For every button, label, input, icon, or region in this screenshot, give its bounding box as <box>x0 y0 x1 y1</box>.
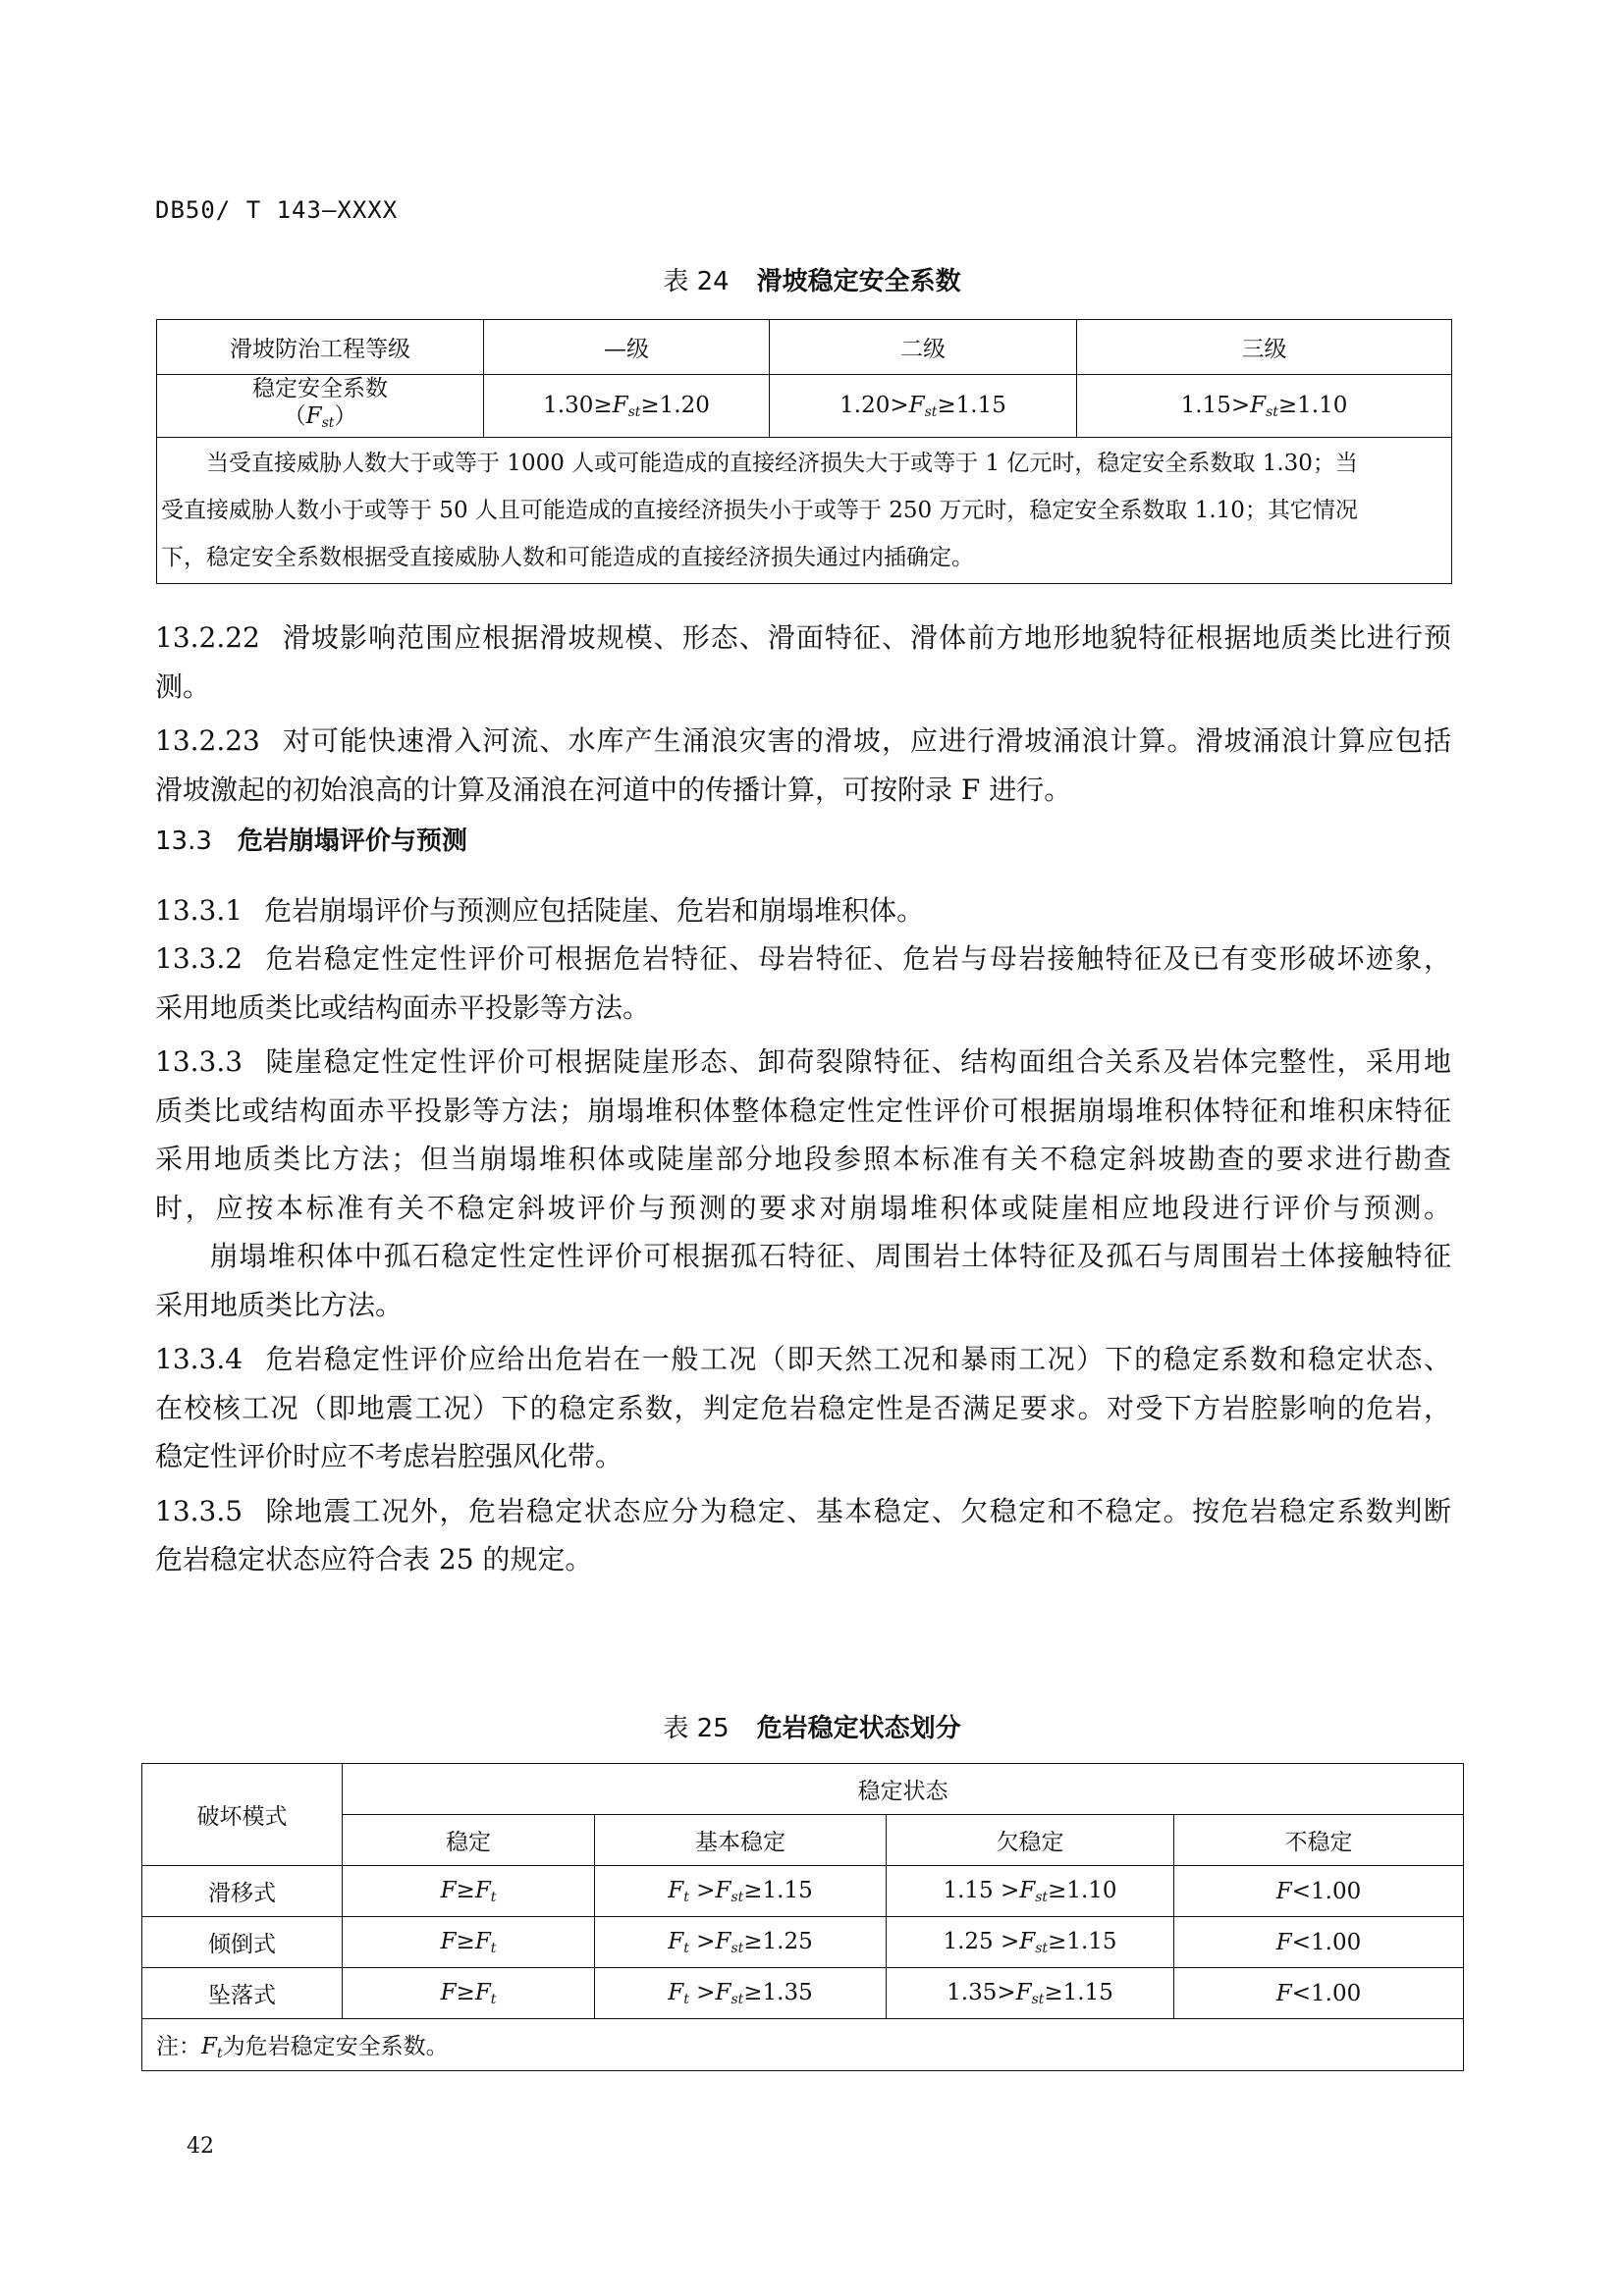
paragraph-13-2-23: 13.2.23 对可能快速滑入河流、水库产生涌浪灾害的滑坡，应进行滑坡涌浪计算。滑坡涌浪计算应包括 <box>155 724 1451 757</box>
table-row <box>142 1866 1464 1917</box>
document-code: DB50/ T 143—XXXX <box>155 196 399 224</box>
paragraph-line: 采用地质类比方法。 <box>155 1288 404 1321</box>
section-13-3-title: 13.3 危岩崩塌评价与预测 <box>155 827 467 856</box>
table-25-note: 注：$F_t$为危岩稳定安全系数。 <box>142 2019 1464 2071</box>
table-cell: —级 <box>484 320 770 375</box>
table-cell: $F\ge F_t$ <box>343 1968 595 2019</box>
table-row <box>142 2019 1464 2071</box>
table-25-caption <box>0 1708 1624 1744</box>
table-24-note: 当受直接威胁人数大于或等于 1000 人或可能造成的直接经济损失大于或等于 1 亿元时，稳定安全系数取 1.30；当 受直接威胁人数小于或等于 50 人且可能造成的直接经济损失小于或等于 250 万元时，稳定安全系数取 1.10；其它情况 下，稳定安全系数根据受直接威胁人数和可能造成的直接经济损失通过内插确定。 <box>157 438 1452 584</box>
paragraph-line: 在校核工况（即地震工况）下的稳定系数，判定危岩稳定性是否满足要求。对受下方岩腔影响的危岩， <box>155 1391 1451 1424</box>
paragraph-line: 危岩稳定状态应符合表 25 的规定。 <box>155 1543 593 1575</box>
paragraph-line: 滑坡激起的初始浪高的计算及涌浪在河道中的传播计算，可按附录 F 进行。 <box>155 773 1072 806</box>
table-cell: $1.15>F_{st}\ge 1.10$ <box>1077 375 1452 438</box>
table-cell: 滑坡防治工程等级 <box>157 320 484 375</box>
table-cell: $F\ge F_t$ <box>343 1866 595 1917</box>
table-24-number: 表 24 <box>663 267 730 296</box>
paragraph-line: 稳定性评价时应不考虑岩腔强风化带。 <box>155 1440 623 1472</box>
table-row <box>157 320 1452 375</box>
paragraph-line: 采用地质类比或结构面赤平投影等方法。 <box>155 990 651 1024</box>
table-cell: $1.35>F_{st}\ge 1.15$ <box>887 1968 1174 2019</box>
table-cell: F<1.00 <box>1174 1968 1464 2019</box>
paragraph-line: 质类比或结构面赤平投影等方法；崩塌堆积体整体稳定性定性评价可根据崩塌堆积体特征和堆积床特征 <box>155 1094 1451 1127</box>
table-cell: 三级 <box>1077 320 1452 375</box>
table-row <box>142 1917 1464 1968</box>
table-row <box>142 1968 1464 2019</box>
table-24 <box>156 319 1452 584</box>
table-cell: $F_t >F_{st}\ge 1.35$ <box>595 1968 887 2019</box>
table-25 <box>141 1763 1464 2071</box>
table-cell: $1.25 >F_{st}\ge 1.15$ <box>887 1917 1174 1968</box>
page-number: 42 <box>187 2134 214 2159</box>
paragraph-13-3-2: 13.3.2 危岩稳定性定性评价可根据危岩特征、母岩特征、危岩与母岩接触特征及已有变形破坏迹象， <box>155 942 1451 975</box>
table-cell: $1.15 >F_{st}\ge 1.10$ <box>887 1866 1174 1917</box>
paragraph-line: 采用地质类比方法；但当崩塌堆积体或陡崖部分地段参照本标准有关不稳定斜坡勘查的要求进行勘查 <box>155 1143 1451 1175</box>
table-cell: $1.30\ge F_{st}\ge 1.20$ <box>484 375 770 438</box>
table-header-cell: 欠稳定 <box>887 1815 1174 1866</box>
paragraph-13-3-1: 13.3.1 危岩崩塌评价与预测应包括陡崖、危岩和崩塌堆积体。 <box>155 893 925 927</box>
paragraph-13-3-5: 13.3.5 除地震工况外，危岩稳定状态应分为稳定、基本稳定、欠稳定和不稳定。按危岩稳定系数判断 <box>155 1494 1451 1527</box>
table-cell: $F_t >F_{st}\ge 1.15$ <box>595 1866 887 1917</box>
table-25-title: 危岩稳定状态划分 <box>756 1714 961 1743</box>
table-cell: 坠落式 <box>142 1968 343 2019</box>
table-cell: 二级 <box>770 320 1077 375</box>
symbol-fst: $(F_{st})$ <box>283 403 357 431</box>
body-text <box>155 614 1451 1584</box>
table-header-cell: 破坏模式 <box>142 1764 343 1866</box>
paragraph-13-2-22: 13.2.22 滑坡影响范围应根据滑坡规模、形态、滑面特征、滑体前方地形地貌特征根据地质类比进行预 <box>155 621 1451 654</box>
table-header-cell: 稳定 <box>343 1815 595 1866</box>
paragraph-13-3-4: 13.3.4 危岩稳定性评价应给出危岩在一般工况（即天然工况和暴雨工况）下的稳定系数和稳定状态、 <box>155 1343 1451 1375</box>
table-row <box>157 375 1452 438</box>
table-cell: $F_t >F_{st}\ge 1.25$ <box>595 1917 887 1968</box>
paragraph-line: 时，应按本标准有关不稳定斜坡评价与预测的要求对崩塌堆积体或陡崖相应地段进行评价与预测。 <box>155 1191 1451 1224</box>
table-cell: F<1.00 <box>1174 1866 1464 1917</box>
table-header-cell: 不稳定 <box>1174 1815 1464 1866</box>
table-cell: $1.20>F_{st}\ge 1.15$ <box>770 375 1077 438</box>
table-cell: F<1.00 <box>1174 1917 1464 1968</box>
table-cell: 滑移式 <box>142 1866 343 1917</box>
table-25-number: 表 25 <box>663 1714 730 1743</box>
table-row <box>142 1764 1464 1815</box>
table-cell <box>157 375 484 438</box>
table-header-cell: 基本稳定 <box>595 1815 887 1866</box>
paragraph-13-3-3: 13.3.3 陡崖稳定性定性评价可根据陡崖形态、卸荷裂隙特征、结构面组合关系及岩体完整性，采用地 <box>155 1045 1451 1078</box>
row-label: 稳定安全系数 <box>252 376 388 401</box>
table-24-caption <box>0 261 1624 297</box>
paragraph-line: 测。 <box>155 669 211 703</box>
table-header-cell: 稳定状态 <box>343 1764 1464 1815</box>
table-cell: 倾倒式 <box>142 1917 343 1968</box>
table-cell: $F\ge F_t$ <box>343 1917 595 1968</box>
paragraph-boulder: 崩塌堆积体中孤石稳定性定性评价可根据孤石特征、周围岩土体特征及孤石与周围岩土体接触特征 <box>210 1240 1451 1272</box>
table-row <box>157 438 1452 584</box>
table-24-title: 滑坡稳定安全系数 <box>756 267 961 296</box>
